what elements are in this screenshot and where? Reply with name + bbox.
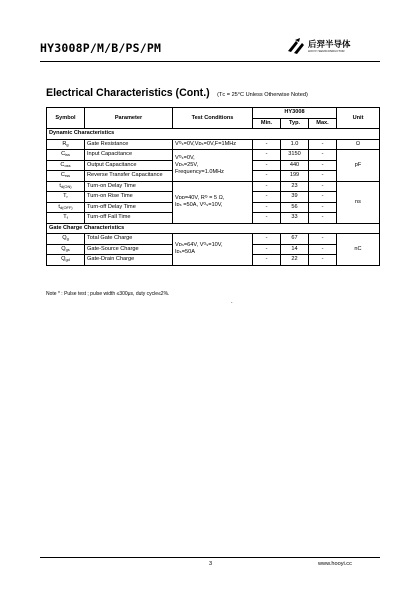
max-cell: - <box>309 139 337 150</box>
typ-cell: 440 <box>281 160 309 171</box>
parameter-cell: Turn-off Delay Time <box>85 202 173 213</box>
min-cell: - <box>253 202 281 213</box>
max-cell: - <box>309 234 337 245</box>
header-parameter: Parameter <box>85 108 173 129</box>
max-cell: - <box>309 160 337 171</box>
section-condition: (Tᴄ = 25°C Unless Otherwise Noted) <box>217 92 308 98</box>
hooyi-logo-icon <box>286 38 306 56</box>
parameter-cell: Input Capacitance <box>85 150 173 161</box>
parameter-cell: Turn-on Rise Time <box>85 192 173 203</box>
typ-cell: 3150 <box>281 150 309 161</box>
parameter-cell: Gate-Drain Charge <box>85 255 173 266</box>
header-symbol: Symbol <box>47 108 85 129</box>
typ-cell: 56 <box>281 202 309 213</box>
max-cell: - <box>309 255 337 266</box>
symbol-cell: $C_{oss}$ <box>47 160 85 171</box>
typ-cell: 67 <box>281 234 309 245</box>
symbol-cell: $Q_{gd}$ <box>47 255 85 266</box>
symbol-cell: $Q_{gs}$ <box>47 244 85 255</box>
electrical-characteristics-table <box>46 107 380 266</box>
min-cell: - <box>253 244 281 255</box>
typ-cell: 1.0 <box>281 139 309 150</box>
website-link[interactable]: www.hooyi.cc <box>318 561 352 567</box>
min-cell: - <box>253 171 281 182</box>
max-cell: - <box>309 244 337 255</box>
symbol-cell: $T_f$ <box>47 213 85 224</box>
max-cell: - <box>309 150 337 161</box>
symbol-cell: $t_{d(ON)}$ <box>47 181 85 192</box>
max-cell: - <box>309 171 337 182</box>
typ-cell: 39 <box>281 192 309 203</box>
typ-cell: 23 <box>281 181 309 192</box>
header-group: HY3008 <box>253 108 337 119</box>
header-unit: Unit <box>337 108 380 129</box>
table-row <box>47 181 380 192</box>
symbol-cell: $C_{rss}$ <box>47 171 85 182</box>
parameter-cell: Turn-on Delay Time <box>85 181 173 192</box>
condition-cell: Vᴳₛ=0V, Vᴅₛ=25V, Frequency=1.0MHz <box>173 150 253 182</box>
header-min: Min. <box>253 118 281 129</box>
section-row-gate-charge: Gate Charge Characteristics <box>47 223 380 234</box>
page-header <box>40 36 380 62</box>
min-cell: - <box>253 181 281 192</box>
section-title: Electrical Characteristics (Cont.) <box>46 87 210 99</box>
typ-cell: 22 <box>281 255 309 266</box>
unit-cell: nC <box>337 234 380 266</box>
header-typ: Typ. <box>281 118 309 129</box>
min-cell: - <box>253 213 281 224</box>
part-number-title: HY3008P/M/B/PS/PM <box>40 41 162 55</box>
min-cell: - <box>253 139 281 150</box>
min-cell: - <box>253 192 281 203</box>
header-max: Max. <box>309 118 337 129</box>
parameter-cell: Output Capacitance <box>85 160 173 171</box>
min-cell: - <box>253 160 281 171</box>
unit-cell: Ω <box>337 139 380 150</box>
max-cell: - <box>309 202 337 213</box>
symbol-cell: $C_{iss}$ <box>47 150 85 161</box>
parameter-cell: Turn-off Fall Time <box>85 213 173 224</box>
footnote: Note * : Pulse test ; pulse width ≤300μs, duty cycle≤2%. <box>46 291 170 297</box>
stray-dot: . <box>231 299 233 305</box>
condition-cell: Vᴳₛ=0V,Vᴅₛ=0V,F=1MHz <box>173 139 253 150</box>
typ-cell: 199 <box>281 171 309 182</box>
min-cell: - <box>253 255 281 266</box>
min-cell: - <box>253 234 281 245</box>
max-cell: - <box>309 213 337 224</box>
symbol-cell: $t_{d(OFF)}$ <box>47 202 85 213</box>
brand-logo <box>286 36 378 58</box>
condition-cell: Vᴅᴅ=40V, Rᴳ = 5 Ω, Iᴅₛ =50A, Vᴳₛ=10V, <box>173 181 253 223</box>
section-heading <box>46 83 308 101</box>
parameter-cell: Gate-Source Charge <box>85 244 173 255</box>
header-rule <box>40 61 380 62</box>
section-row-dynamic: Dynamic Characteristics <box>47 129 380 140</box>
max-cell: - <box>309 181 337 192</box>
unit-cell: ns <box>337 181 380 223</box>
footer-rule <box>40 557 380 558</box>
symbol-cell: $Q_g$ <box>47 234 85 245</box>
parameter-cell: Total Gate Charge <box>85 234 173 245</box>
min-cell: - <box>253 150 281 161</box>
symbol-cell: $R_g$ <box>47 139 85 150</box>
typ-cell: 33 <box>281 213 309 224</box>
brand-name-cn: 后羿半导体 <box>308 39 351 49</box>
unit-cell: pF <box>337 150 380 182</box>
parameter-cell: Reverse Transfer Capacitance <box>85 171 173 182</box>
table-row <box>47 234 380 245</box>
brand-name-en: HOOYI SEMICONDUCTOR <box>308 49 345 53</box>
table-row <box>47 150 380 161</box>
condition-cell: Vᴅₛ=64V, Vᴳₛ=10V, Iᴅₛ=50A <box>173 234 253 266</box>
max-cell: - <box>309 192 337 203</box>
symbol-cell: $T_r$ <box>47 192 85 203</box>
page-number: 3 <box>209 561 213 567</box>
parameter-cell: Gate Resistance <box>85 139 173 150</box>
header-conditions: Test Conditions <box>173 108 253 129</box>
typ-cell: 14 <box>281 244 309 255</box>
table-row <box>47 139 380 150</box>
